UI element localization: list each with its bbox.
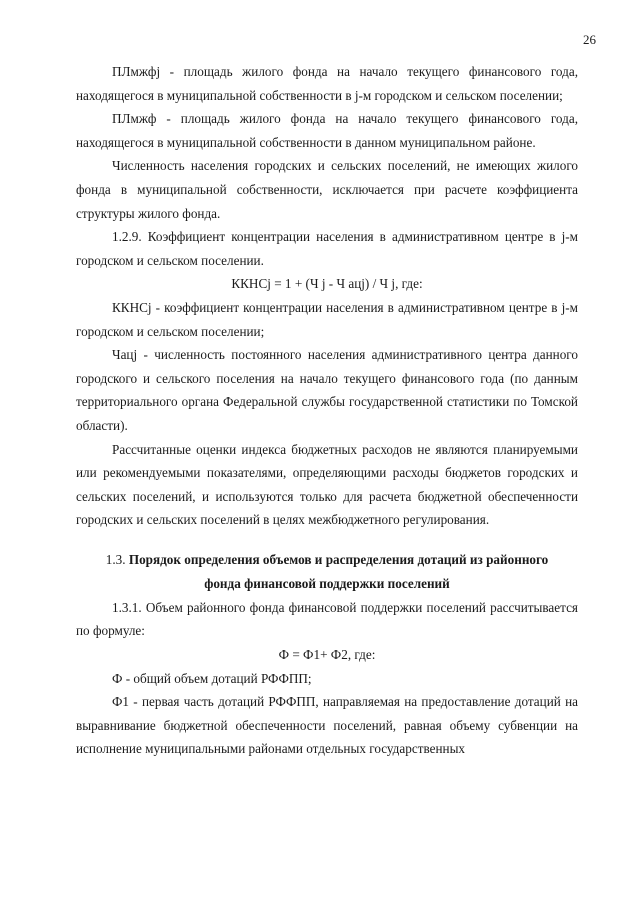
heading-number: 1.3. <box>105 551 126 567</box>
formula-f: Ф = Ф1+ Ф2, где: <box>278 647 376 663</box>
page-number: 26 <box>583 32 596 47</box>
paragraph-f1-definition: Ф1 - первая часть дотаций РФФПП, направляемая на предоставление дотаций на выравнивание бюджетной обеспеченности поселений, равная объему субвенции на исполнение муниципальными районами отдельных государственных <box>76 694 578 757</box>
paragraph-chacj-definition: Чацj - численность постоянного населения административного центра данного городского и сельского поселения на начало текущего финансового года (по данным территориального органа Федеральной службы государственной статистики по Томской области). <box>76 347 578 433</box>
formula-kknsj: ККНСj = 1 + (Ч j - Ч ацj) / Ч j, где: <box>231 276 423 292</box>
paragraph-estimates-note: Рассчитанные оценки индекса бюджетных расходов не являются планируемыми или рекомендуемыми показателями, определяющими расходы бюджетов городских и сельских поселений, и используются только для расчета бюджетной обеспеченности городских и сельских поселений в целях межбюджетного регулирования. <box>76 441 578 528</box>
paragraph-f-definition: Ф - общий объем дотаций РФФПП; <box>112 670 312 686</box>
paragraph-population-exclusion: Численность населения городских и сельских поселений, не имеющих жилого фонда в муниципальной собственности, исключается при расчете коэффициента структуры жилого фонда. <box>76 158 578 221</box>
document-body <box>76 60 578 761</box>
heading-line-1: Порядок определения объемов и распределения дотаций из районного <box>128 551 549 567</box>
paragraph-kknsj-definition: ККНСj - коэффициент концентрации населения в административном центре в j-м городском и сельском поселении; <box>76 299 578 339</box>
paragraph-plmzhfj-definition: ПЛмжфj - площадь жилого фонда на начало текущего финансового года, находящегося в муниципальной собственности в j-м городском и сельском поселении; <box>76 64 578 103</box>
paragraph-section-1-3-1: 1.3.1. Объем районного фонда финансовой поддержки поселений рассчитывается по формуле: <box>76 599 578 639</box>
heading-line-2: фонда финансовой поддержки поселений <box>204 575 450 591</box>
paragraph-section-1-2-9: 1.2.9. Коэффициент концентрации населения в административном центре в j-м городском и сельском поселении. <box>76 229 578 268</box>
paragraph-plmzhf-definition: ПЛмжф - площадь жилого фонда на начало текущего финансового года, находящегося в муниципальной собственности в данном муниципальном районе. <box>76 111 578 150</box>
section-heading-1-3 <box>76 548 578 596</box>
